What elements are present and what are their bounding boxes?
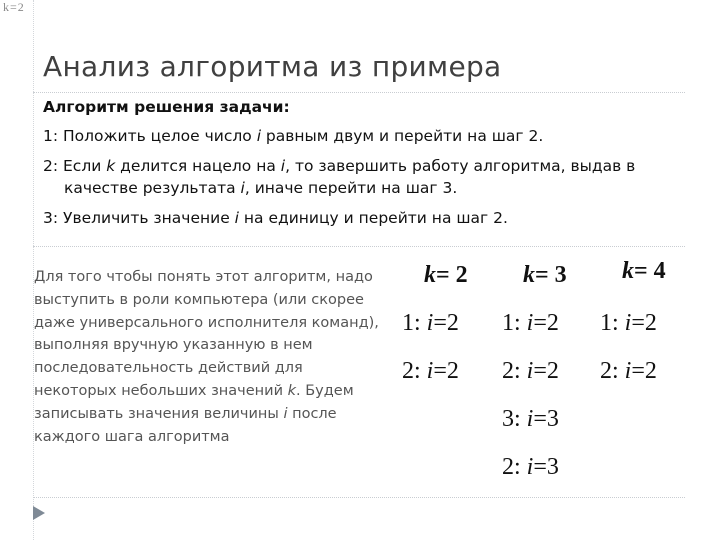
algorithm-heading: Алгоритм решения задачи: [43,98,290,116]
slide-title: Анализ алгоритма из примера [43,50,502,83]
trace-header-k3: k= 3 [523,262,567,288]
footer-divider [33,497,685,498]
algorithm-divider [33,246,685,247]
trace-cell: 2: i=3 [502,454,559,480]
algorithm-step-2-continuation: качестве результата i, иначе перейти на шаг 3. [64,179,458,197]
trace-cell: 2: i=2 [600,358,657,384]
trace-header-k2: k= 2 [424,262,468,288]
trace-cell: 2: i=2 [402,358,459,384]
algorithm-block [43,98,683,237]
algorithm-step-3: 3: Увеличить значение i на единицу и перейти на шаг 2. [43,209,508,227]
explanation-text: Для того чтобы понять этот алгоритм, надо выступить в роли компьютера (или скорее даже универсального исполнителя команд), выполняя вручную указанную в нем последовательность действий для некоторых небольших значений k. Будем записывать значения величины i после каждого шага алгоритма [34,269,379,445]
trace-header-k4: k= 4 [622,258,666,284]
slide-bullet-arrow-icon [33,506,45,520]
corner-label: k = 2 [3,0,23,14]
trace-cell: 1: i=2 [402,310,459,336]
trace-cell: 1: i=2 [502,310,559,336]
trace-cell: 2: i=2 [502,358,559,384]
algorithm-step-1: 1: Положить целое число i равным двум и перейти на шаг 2. [43,127,544,145]
algorithm-step-2: 2: Если k делится нацело на i, то завершить работу алгоритма, выдав в качестве результата i, иначе перейти на шаг 3. [43,155,683,199]
trace-cell: 3: i=3 [502,406,559,432]
trace-cell: 1: i=2 [600,310,657,336]
title-divider [33,92,685,93]
